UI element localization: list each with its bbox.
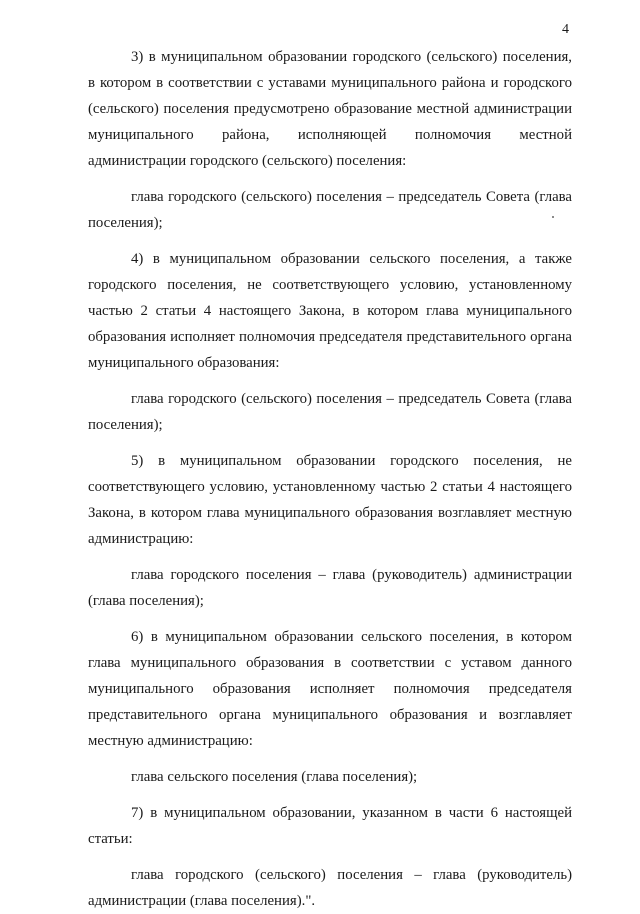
paragraph-item-6: 6) в муниципальном образовании сельского поселения, в котором глава муниципального образования в соответствии с уставом данного муниципального образования исполняет полномочия председателя представительного органа муниципального образования и возглавляет местную администрацию: (88, 629, 572, 749)
paragraph-item-4: 4) в муниципальном образовании сельского поселения, а также городского поселения, не соответствующего условию, установленному частью 2 статьи 4 настоящего Закона, в котором глава муниципального образования исполняет полномочия председателя представительного органа муниципального образования: (88, 251, 572, 371)
paragraph-item-3: 3) в муниципальном образовании городского (сельского) поселения, в котором в соответствии с уставами муниципального района и городского (сельского) поселения предусмотрено образование местной администрации муниципального района, исполняющей полномочия местной администрации городского (сельского) поселения: (88, 49, 572, 169)
paragraph-item-7: 7) в муниципальном образовании, указанном в части 6 настоящей статьи: (88, 805, 572, 847)
paragraph-item-3-title: глава городского (сельского) поселения – председатель Совета (глава поселения); (88, 189, 572, 231)
paragraph-item-6-title: глава сельского поселения (глава поселения); (131, 769, 418, 785)
page-number: 4 (562, 22, 569, 37)
paragraph-item-5-title: глава городского поселения – глава (руководитель) администрации (глава поселения); (88, 567, 572, 609)
scan-speck (552, 216, 554, 218)
paragraph-item-7-title: глава городского (сельского) поселения – глава (руководитель) администрации (глава поселения).". (88, 867, 572, 909)
paragraph-item-5: 5) в муниципальном образовании городского поселения, не соответствующего условию, установленному частью 2 статьи 4 настоящего Закона, в котором глава муниципального образования возглавляет местную администрацию: (88, 453, 572, 547)
document-body (88, 44, 572, 914)
paragraph-item-4-title: глава городского (сельского) поселения – председатель Совета (глава поселения); (88, 391, 572, 433)
